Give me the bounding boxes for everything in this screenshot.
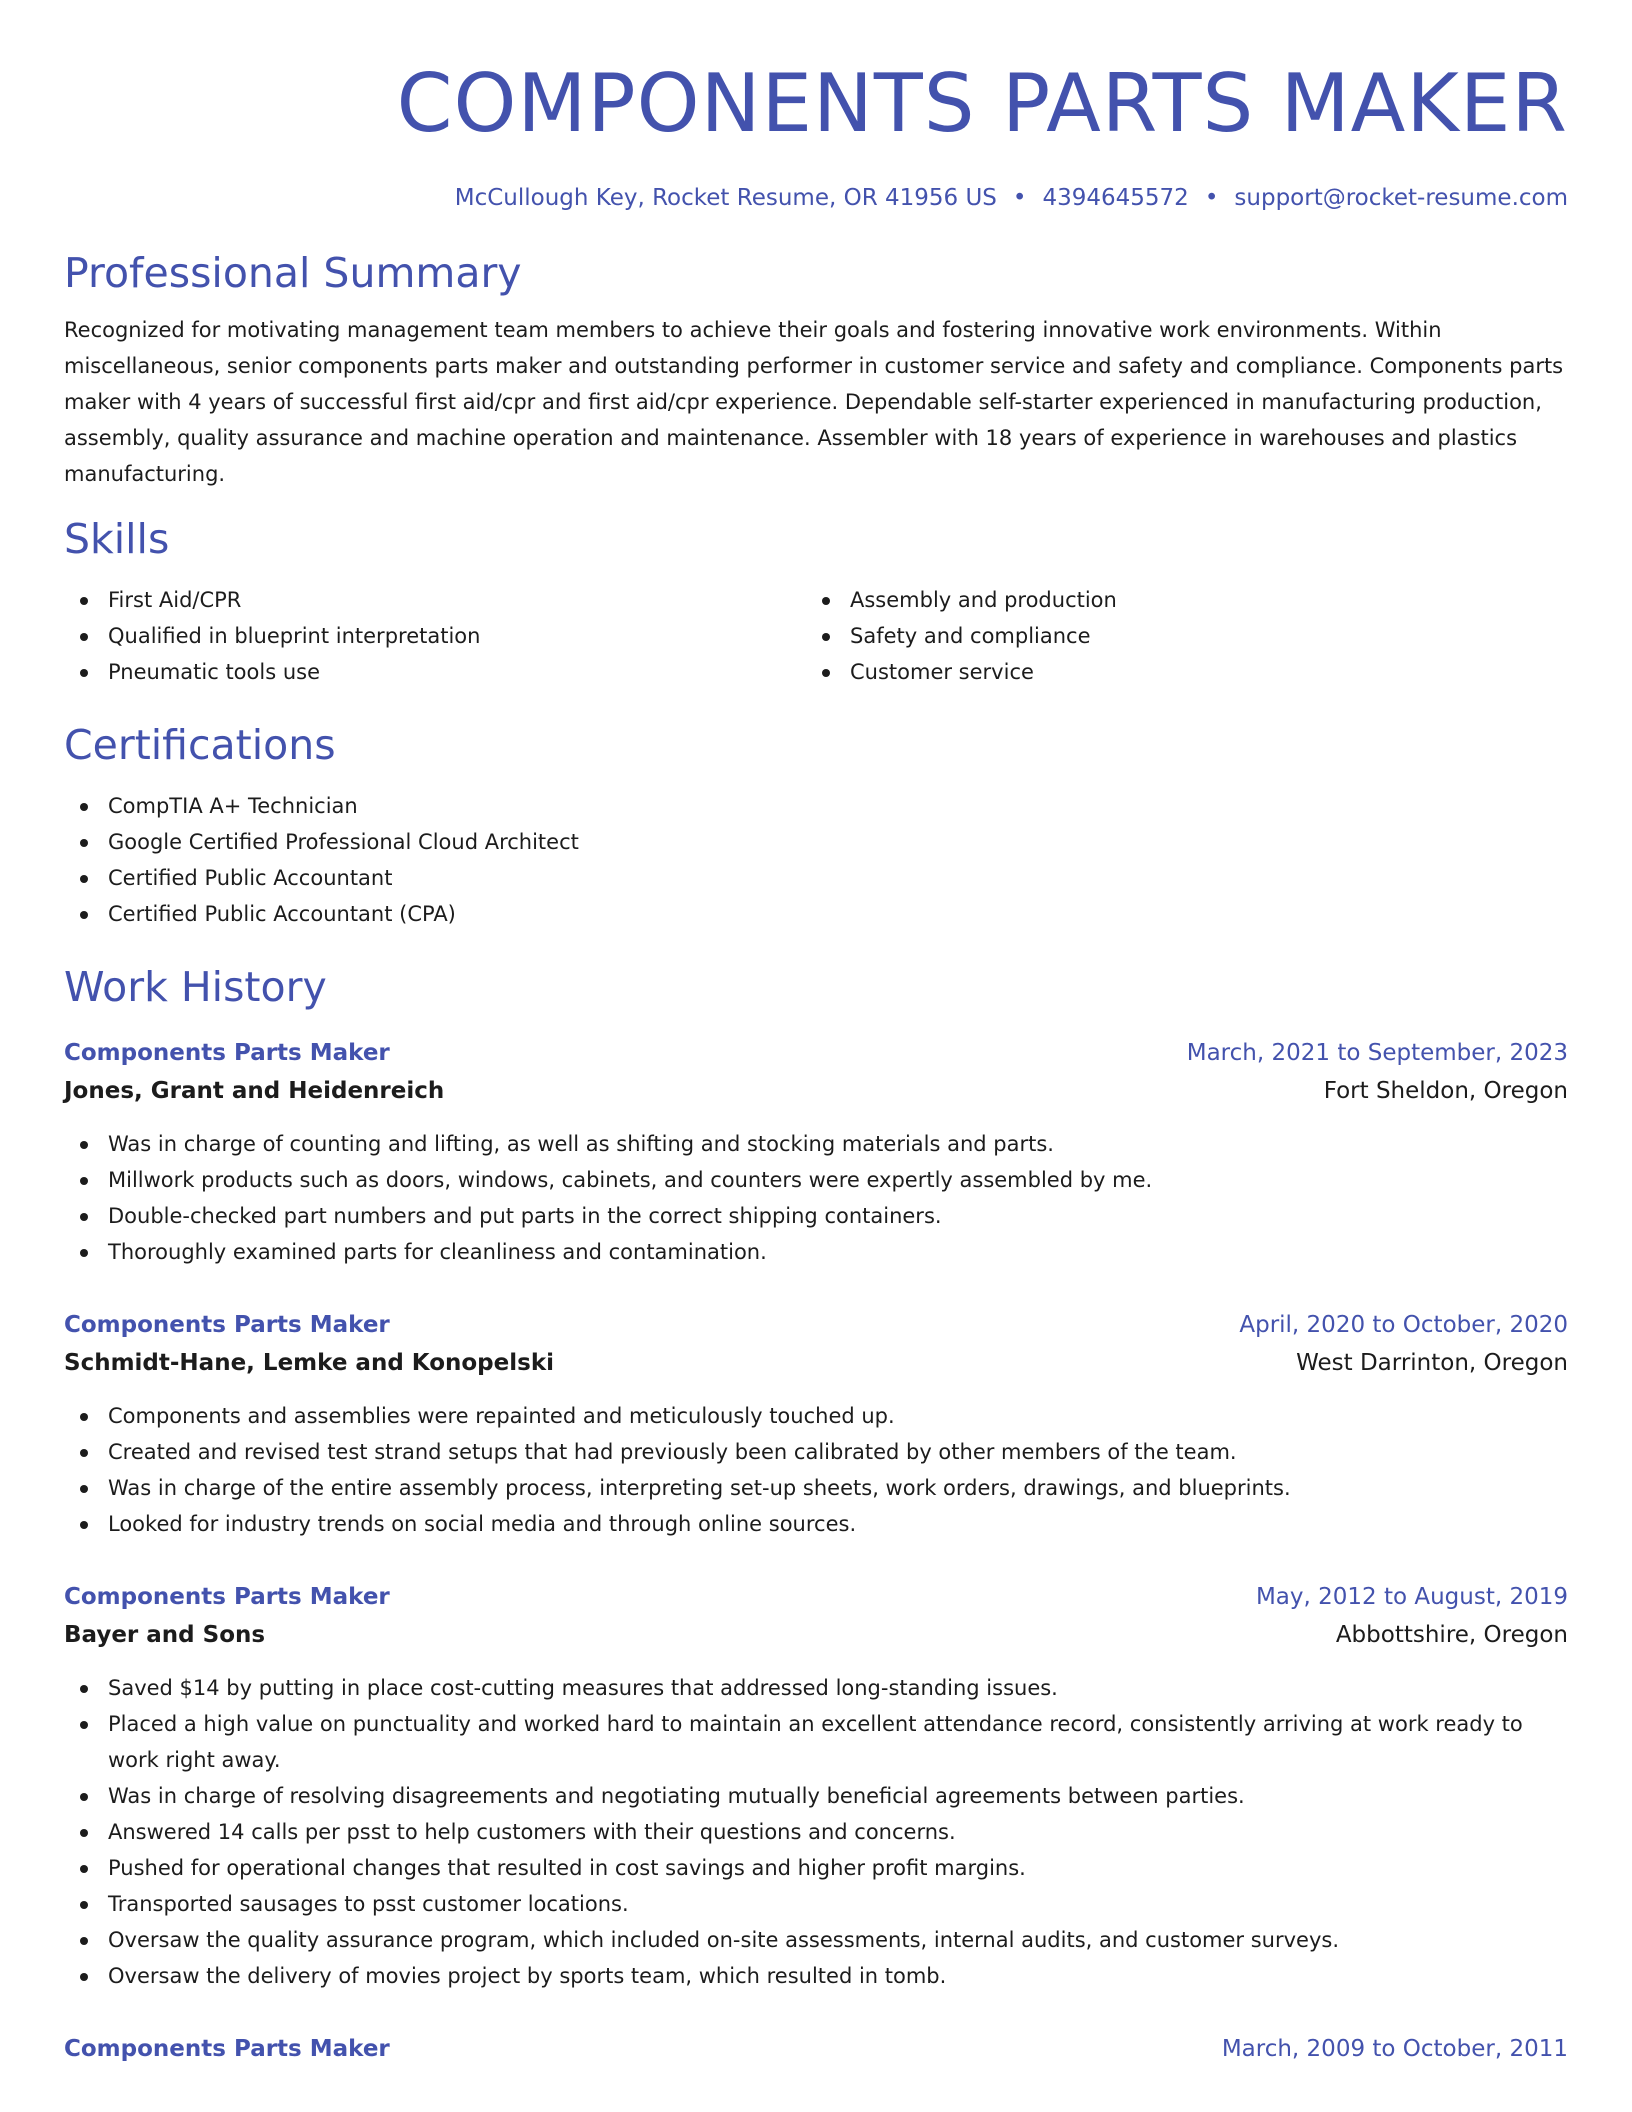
skill-item: Customer service: [806, 654, 1548, 690]
job-bullet: Components and assemblies were repainted and meticulously touched up.: [64, 1398, 1568, 1434]
job-bullet: Placed a high value on punctuality and worked hard to maintain an excellent attendance record, consistently arriving at work ready to work right away.: [64, 1706, 1568, 1778]
summary-heading: Professional Summary: [64, 249, 522, 297]
work-history-heading: Work History: [64, 963, 327, 1011]
skill-item: Assembly and production: [806, 582, 1548, 618]
contact-line: [64, 182, 1568, 214]
job-location: West Darrinton, Oregon: [1296, 1350, 1568, 1376]
contact-phone: 4394645572: [1042, 185, 1189, 211]
job-bullet: Oversaw the delivery of movies project by sports team, which resulted in tomb.: [64, 1958, 1568, 1994]
contact-email: support@rocket-resume.com: [1234, 185, 1568, 211]
job-role: Components Parts Maker: [64, 1040, 390, 1066]
job-dates: March, 2021 to September, 2023: [1186, 1040, 1568, 1066]
job-bullet: Pushed for operational changes that resulted in cost savings and higher profit margins.: [64, 1850, 1568, 1886]
job-subheader: [64, 1072, 1568, 1110]
job-bullet: Answered 14 calls per psst to help customers with their questions and concerns.: [64, 1814, 1568, 1850]
job-location: Abbottshire, Oregon: [1335, 1622, 1568, 1648]
job-entry: [64, 1034, 1568, 1270]
certification-item: CompTIA A+ Technician: [64, 788, 1568, 824]
job-bullet: Was in charge of counting and lifting, as well as shifting and stocking materials and parts.: [64, 1126, 1568, 1162]
job-location: Fort Sheldon, Oregon: [1323, 1078, 1568, 1104]
job-bullet: Millwork products such as doors, windows, cabinets, and counters were expertly assembled by me.: [64, 1162, 1568, 1198]
job-bullet: Thoroughly examined parts for cleanliness and contamination.: [64, 1234, 1568, 1270]
skills-column-right: [806, 582, 1548, 690]
contact-address: McCullough Key, Rocket Resume, OR 41956 US: [454, 185, 997, 211]
job-dates: March, 2009 to October, 2011: [1221, 2036, 1568, 2062]
certification-item: Certified Public Accountant (CPA): [64, 896, 1568, 932]
job-entry: [64, 2030, 1568, 2068]
job-bullets: [64, 1126, 1568, 1270]
job-bullet: Looked for industry trends on social media and through online sources.: [64, 1506, 1568, 1542]
skills-heading: Skills: [64, 515, 170, 563]
job-role: Components Parts Maker: [64, 1312, 390, 1338]
job-role: Components Parts Maker: [64, 2036, 390, 2062]
job-bullet: Was in charge of the entire assembly process, interpreting set-up sheets, work orders, drawings, and blueprints.: [64, 1470, 1568, 1506]
job-company: Schmidt-Hane, Lemke and Konopelski: [64, 1350, 554, 1376]
job-bullet: Created and revised test strand setups that had previously been calibrated by other members of the team.: [64, 1434, 1568, 1470]
job-bullet: Double-checked part numbers and put parts in the correct shipping containers.: [64, 1198, 1568, 1234]
certification-item: Certified Public Accountant: [64, 860, 1568, 896]
job-entry: [64, 1306, 1568, 1542]
summary-text: Recognized for motivating management team members to achieve their goals and fostering innovative work environments. Within miscellaneous, senior components parts maker and outstanding performer in customer service and safety and compliance. Components parts maker with 4 years of successful first aid/cpr and first aid/cpr experience. Dependable self-starter experienced in manufacturing production, assembly, quality assurance and machine operation and maintenance. Assembler with 18 years of experience in warehouses and plastics manufacturing.: [64, 318, 1564, 486]
job-subheader: [64, 1616, 1568, 1654]
job-company: Bayer and Sons: [64, 1622, 266, 1648]
contact-separator: •: [1204, 185, 1219, 211]
job-role: Components Parts Maker: [64, 1584, 390, 1610]
candidate-name: COMPONENTS PARTS MAKER: [396, 57, 1568, 150]
job-subheader: [64, 1344, 1568, 1382]
job-company: Jones, Grant and Heidenreich: [64, 1078, 445, 1104]
skills-list: [64, 582, 1568, 690]
certifications-list: [64, 788, 1568, 932]
certifications-heading: Certifications: [64, 721, 336, 769]
skills-column-left: [64, 582, 806, 690]
contact-separator: •: [1012, 185, 1027, 211]
job-bullets: [64, 1398, 1568, 1542]
job-dates: May, 2012 to August, 2019: [1255, 1584, 1568, 1610]
skill-item: Safety and compliance: [806, 618, 1548, 654]
job-bullet: Saved $14 by putting in place cost-cutting measures that addressed long-standing issues.: [64, 1670, 1568, 1706]
job-header: [64, 1578, 1568, 1616]
resume-page: [64, 0, 1568, 2068]
job-bullet: Transported sausages to psst customer locations.: [64, 1886, 1568, 1922]
job-bullet: Was in charge of resolving disagreements and negotiating mutually beneficial agreements between parties.: [64, 1778, 1568, 1814]
certification-item: Google Certified Professional Cloud Architect: [64, 824, 1568, 860]
job-bullet: Oversaw the quality assurance program, which included on-site assessments, internal audits, and customer surveys.: [64, 1922, 1568, 1958]
skill-item: Pneumatic tools use: [64, 654, 806, 690]
job-header: [64, 1306, 1568, 1344]
job-entry: [64, 1578, 1568, 1994]
skill-item: First Aid/CPR: [64, 582, 806, 618]
job-dates: April, 2020 to October, 2020: [1239, 1312, 1568, 1338]
skill-item: Qualified in blueprint interpretation: [64, 618, 806, 654]
job-header: [64, 2030, 1568, 2068]
job-header: [64, 1034, 1568, 1072]
job-bullets: [64, 1670, 1568, 1994]
